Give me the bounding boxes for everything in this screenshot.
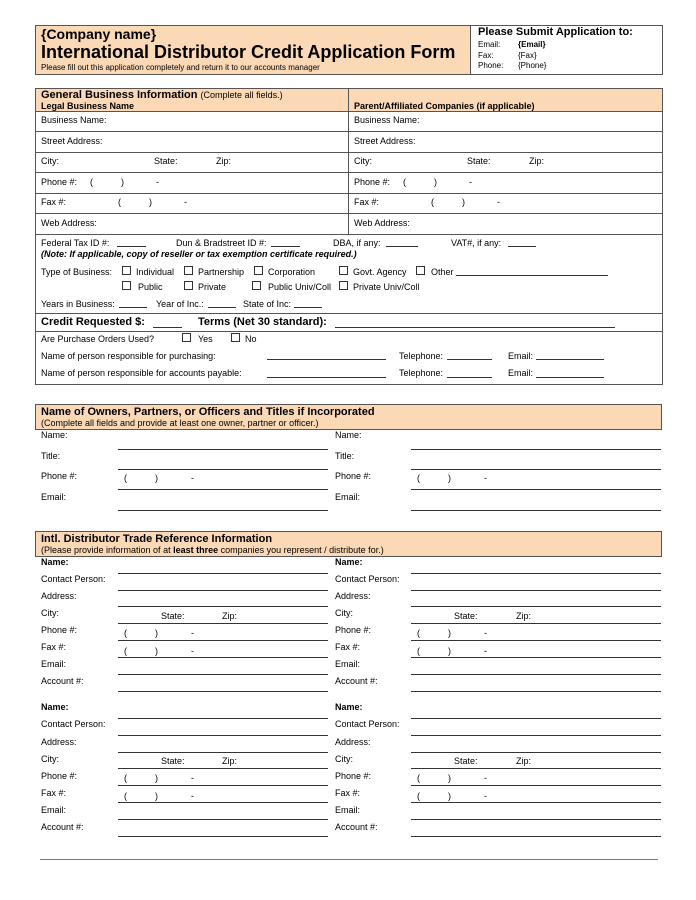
purchasing-telephone-label[interactable]: Telephone: <box>399 351 444 361</box>
ref1-state-label: State: <box>161 611 185 621</box>
ref1-line[interactable] <box>118 657 328 658</box>
po-yes-label: Yes <box>198 334 213 344</box>
ref2-line[interactable] <box>411 623 661 624</box>
ref3-fax-open: ( <box>124 791 127 801</box>
ref3-fax-label: Fax #: <box>41 788 67 798</box>
ref2-line[interactable] <box>411 674 661 675</box>
po-no-label: No <box>245 334 257 344</box>
ref4-phone-open: ( <box>417 773 420 783</box>
owner2-email-line[interactable] <box>411 510 661 511</box>
owner2-phone-line[interactable] <box>411 489 661 490</box>
ref3-line[interactable] <box>118 819 328 820</box>
ref1-zip-label: Zip: <box>222 611 238 621</box>
ref4-name-label: Name: <box>335 702 363 712</box>
owner2-phone-label: Phone #: <box>335 471 372 481</box>
parent-web-address-label[interactable]: Web Address: <box>354 218 410 228</box>
ref2-email-label: Email: <box>335 659 361 669</box>
owner2-phone-close-paren: ) <box>448 473 451 483</box>
purchasing-name-line[interactable] <box>267 359 386 360</box>
owner-name-label: Name: <box>41 430 68 440</box>
partnership-checkbox[interactable] <box>184 266 193 275</box>
phone-close-paren: ) <box>121 177 124 187</box>
owner-phone-close-paren: ) <box>155 473 158 483</box>
legal-name-heading: Legal Business Name <box>41 101 135 111</box>
payable-email-label[interactable]: Email: <box>508 368 534 378</box>
parent-phone-dash: - <box>469 177 472 187</box>
payable-label: Name of person responsible for accounts payable: <box>41 368 242 378</box>
owner-phone-line[interactable] <box>118 489 328 490</box>
owner-email-line[interactable] <box>118 510 328 511</box>
ref2-address-label: Address: <box>335 591 371 601</box>
other-checkbox[interactable] <box>416 266 425 275</box>
owner2-name-label: Name: <box>335 430 362 440</box>
ref2-contact-label: Contact Person: <box>335 574 400 584</box>
ref1-city-label: City: <box>41 608 59 618</box>
ref2-line[interactable] <box>411 691 661 692</box>
ref2-fax-label: Fax #: <box>335 642 361 652</box>
submit-title: Please Submit Application to: <box>478 26 633 38</box>
ref1-line[interactable] <box>118 573 328 574</box>
fax-dash: - <box>184 197 187 207</box>
ref4-line[interactable] <box>411 718 661 719</box>
payable-telephone-line[interactable] <box>447 377 492 378</box>
duns-line[interactable] <box>271 246 300 247</box>
years-in-business-line[interactable] <box>119 307 147 308</box>
ref1-phone-parens: ( <box>124 628 127 638</box>
fax-label[interactable]: Fax #: <box>41 197 67 207</box>
ref4-phone-close: ) <box>448 773 451 783</box>
company-name: {Company name} <box>41 26 157 42</box>
public-univ-label: Public Univ/Coll <box>268 282 332 292</box>
ref4-email-label: Email: <box>335 805 361 815</box>
ref2-city-label: City: <box>335 608 353 618</box>
owner-phone-dash: - <box>191 473 194 483</box>
ref3-line[interactable] <box>118 836 328 837</box>
ref4-fax-open: ( <box>417 791 420 801</box>
ref2-phone-open: ( <box>417 628 420 638</box>
year-of-inc-label[interactable]: Year of Inc.: <box>156 299 204 309</box>
ref4-line[interactable] <box>411 802 661 803</box>
govt-agency-checkbox[interactable] <box>339 266 348 275</box>
state-of-inc-label[interactable]: State of Inc: <box>243 299 292 309</box>
purchasing-email-label[interactable]: Email: <box>508 351 534 361</box>
ref2-zip-label: Zip: <box>516 611 532 621</box>
partnership-label: Partnership <box>198 267 245 277</box>
submit-fax-label: Fax: <box>478 51 494 60</box>
ref3-phone-dash: - <box>191 773 194 783</box>
ref1-contact-label: Contact Person: <box>41 574 106 584</box>
credit-requested-line[interactable] <box>153 327 182 328</box>
ref2-fax-close: ) <box>448 646 451 656</box>
general-title-text: General Business Information <box>41 89 198 101</box>
dba-label[interactable]: DBA, if any: <box>333 238 381 248</box>
ref3-line[interactable] <box>118 768 328 769</box>
row-line <box>35 172 662 173</box>
business-name-label[interactable]: Business Name: <box>41 115 107 125</box>
row-line <box>35 331 662 332</box>
owner-title-line[interactable] <box>118 469 328 470</box>
ref3-name-label: Name: <box>41 702 69 712</box>
ref2-phone-label: Phone #: <box>335 625 372 635</box>
ref4-line[interactable] <box>411 752 661 753</box>
phone-label[interactable]: Phone #: <box>41 177 78 187</box>
ref1-line[interactable] <box>118 623 328 624</box>
ref3-zip-label: Zip: <box>222 756 238 766</box>
ref2-line[interactable] <box>411 657 661 658</box>
ref3-phone-label: Phone #: <box>41 771 78 781</box>
payable-telephone-label[interactable]: Telephone: <box>399 368 444 378</box>
terms-label[interactable]: Terms (Net 30 standard): <box>198 316 327 328</box>
ref4-account-label: Account #: <box>335 822 378 832</box>
ref3-line[interactable] <box>118 735 328 736</box>
ref1-line[interactable] <box>118 590 328 591</box>
ref2-fax-dash: - <box>484 646 487 656</box>
owner2-phone-dash: - <box>484 473 487 483</box>
row-line <box>35 234 662 235</box>
trade-title: Intl. Distributor Trade Reference Information <box>41 533 273 545</box>
owner-phone-open-paren: ( <box>124 473 127 483</box>
owners-subtitle: (Complete all fields and provide at least one owner, partner or officer.) <box>41 418 319 428</box>
purchasing-telephone-line[interactable] <box>447 359 492 360</box>
public-univ-checkbox[interactable] <box>252 281 261 290</box>
zip-label[interactable]: Zip: <box>216 156 232 166</box>
submit-fax-value: {Fax} <box>518 51 537 60</box>
ref4-line[interactable] <box>411 819 661 820</box>
ref3-line[interactable] <box>118 802 328 803</box>
ref3-line[interactable] <box>118 752 328 753</box>
ref2-line[interactable] <box>411 606 661 607</box>
trade-subtitle-post: companies you represent / distribute for.) <box>218 545 384 555</box>
ref3-phone-close: ) <box>155 773 158 783</box>
state-label[interactable]: State: <box>154 156 178 166</box>
ref2-line[interactable] <box>411 573 661 574</box>
parent-business-name-label[interactable]: Business Name: <box>354 115 420 125</box>
ref2-phone-dash: - <box>484 628 487 638</box>
ref1-fax-open: ( <box>124 646 127 656</box>
ref3-state-label: State: <box>161 756 185 766</box>
ref1-fax-label: Fax #: <box>41 642 67 652</box>
year-of-inc-line[interactable] <box>208 307 236 308</box>
parent-phone-close-paren: ) <box>434 177 437 187</box>
parent-street-address-label[interactable]: Street Address: <box>354 136 416 146</box>
ref4-zip-label: Zip: <box>516 756 532 766</box>
row-line <box>35 111 662 112</box>
ref1-line[interactable] <box>118 691 328 692</box>
row-line <box>35 313 662 314</box>
row-line <box>35 152 662 153</box>
parent-phone-open-paren: ( <box>403 177 406 187</box>
ref1-phone-close: ) <box>155 628 158 638</box>
ref1-phone-dash: - <box>191 628 194 638</box>
ref2-state-label: State: <box>454 611 478 621</box>
web-address-label[interactable]: Web Address: <box>41 218 97 228</box>
ref4-state-label: State: <box>454 756 478 766</box>
ref3-address-label: Address: <box>41 737 77 747</box>
trade-subtitle-bold: least three <box>173 545 219 555</box>
private-univ-checkbox[interactable] <box>339 281 348 290</box>
ref1-line[interactable] <box>118 606 328 607</box>
ref2-line[interactable] <box>411 590 661 591</box>
ref1-fax-close: ) <box>155 646 158 656</box>
state-of-inc-line[interactable] <box>294 307 322 308</box>
owner2-email-label: Email: <box>335 492 361 502</box>
individual-checkbox[interactable] <box>122 266 131 275</box>
ref4-fax-close: ) <box>448 791 451 801</box>
ref4-line[interactable] <box>411 785 661 786</box>
parent-phone-label[interactable]: Phone #: <box>354 177 391 187</box>
parent-fax-label[interactable]: Fax #: <box>354 197 380 207</box>
ref4-fax-dash: - <box>484 791 487 801</box>
po-yes-checkbox[interactable] <box>182 333 191 342</box>
owner-phone-label: Phone #: <box>41 471 78 481</box>
row-line <box>35 193 662 194</box>
ref3-fax-dash: - <box>191 791 194 801</box>
ref3-contact-label: Contact Person: <box>41 719 106 729</box>
owner2-title-line[interactable] <box>411 469 661 470</box>
ref1-phone-label: Phone #: <box>41 625 78 635</box>
ref2-account-label: Account #: <box>335 676 378 686</box>
federal-tax-line[interactable] <box>117 246 146 247</box>
header-instruction: Please fill out this application completely and return it to our accounts manager <box>41 63 320 72</box>
ref2-phone-close: ) <box>448 628 451 638</box>
ref3-email-label: Email: <box>41 805 67 815</box>
parent-city-label[interactable]: City: <box>354 156 372 166</box>
city-label[interactable]: City: <box>41 156 59 166</box>
row-line <box>35 131 662 132</box>
owner2-name-line[interactable] <box>411 449 661 450</box>
type-of-business-label: Type of Business: <box>41 267 113 277</box>
trade-subtitle-pre: (Please provide information of at <box>41 545 174 555</box>
payable-email-line[interactable] <box>536 377 604 378</box>
private-univ-label: Private Univ/Coll <box>353 282 420 292</box>
submit-email-label: Email: <box>478 40 501 49</box>
ref2-name-label: Name: <box>335 557 363 567</box>
phone-dash: - <box>156 177 159 187</box>
owner-email-label: Email: <box>41 492 67 502</box>
other-line[interactable] <box>456 275 608 276</box>
ref1-name-label: Name: <box>41 557 69 567</box>
ref4-line[interactable] <box>411 768 661 769</box>
owner2-phone-open-paren: ( <box>417 473 420 483</box>
years-in-business-label[interactable]: Years in Business: <box>41 299 115 309</box>
trade-subtitle <box>41 545 384 555</box>
corporation-checkbox[interactable] <box>254 266 263 275</box>
parent-state-label[interactable]: State: <box>467 156 491 166</box>
ref4-address-label: Address: <box>335 737 371 747</box>
vat-line[interactable] <box>508 246 536 247</box>
ref3-account-label: Account #: <box>41 822 84 832</box>
terms-line[interactable] <box>335 327 615 328</box>
po-question: Are Purchase Orders Used? <box>41 334 155 344</box>
ref4-line[interactable] <box>411 836 661 837</box>
individual-label: Individual <box>136 267 175 277</box>
submit-phone-value: {Phone} <box>518 61 547 70</box>
owners-title: Name of Owners, Partners, or Officers and Titles if Incorporated <box>41 406 375 418</box>
ref2-line[interactable] <box>411 640 661 641</box>
duns-label[interactable]: Dun & Bradstreet ID #: <box>176 238 267 248</box>
ref1-fax-dash: - <box>191 646 194 656</box>
street-address-label[interactable]: Street Address: <box>41 136 103 146</box>
parent-fax-close-paren: ) <box>462 197 465 207</box>
ref3-line[interactable] <box>118 718 328 719</box>
parent-zip-label[interactable]: Zip: <box>529 156 545 166</box>
ref1-line[interactable] <box>118 640 328 641</box>
owner-title-label: Title: <box>41 451 61 461</box>
ref4-city-label: City: <box>335 754 353 764</box>
submit-email-value: {Email} <box>518 40 546 49</box>
fax-close-paren: ) <box>149 197 152 207</box>
ref3-phone-open: ( <box>124 773 127 783</box>
ref4-line[interactable] <box>411 735 661 736</box>
public-checkbox[interactable] <box>122 281 131 290</box>
parent-fax-dash: - <box>497 197 500 207</box>
certificate-note: (Note: If applicable, copy of reseller or tax exemption certificate required.) <box>41 249 357 259</box>
ref3-city-label: City: <box>41 754 59 764</box>
ref4-fax-label: Fax #: <box>335 788 361 798</box>
private-checkbox[interactable] <box>184 281 193 290</box>
ref1-email-label: Email: <box>41 659 67 669</box>
dba-line[interactable] <box>386 246 418 247</box>
owner2-title-label: Title: <box>335 451 355 461</box>
ref3-fax-close: ) <box>155 791 158 801</box>
payable-name-line[interactable] <box>267 377 386 378</box>
ref4-phone-dash: - <box>484 773 487 783</box>
other-label: Other <box>431 267 454 277</box>
phone-open-paren: ( <box>90 177 93 187</box>
parent-heading: Parent/Affiliated Companies (if applicable) <box>354 101 535 111</box>
ref3-line[interactable] <box>118 785 328 786</box>
vat-label[interactable]: VAT#, if any: <box>451 238 502 248</box>
general-title-note: (Complete all fields.) <box>200 90 283 100</box>
parent-fax-open-paren: ( <box>431 197 434 207</box>
footer-divider <box>40 859 658 860</box>
credit-requested-label[interactable]: Credit Requested $: <box>41 316 145 328</box>
form-title: International Distributor Credit Application Form <box>41 42 456 62</box>
ref4-contact-label: Contact Person: <box>335 719 400 729</box>
public-label: Public <box>138 282 163 292</box>
ref2-fax-open: ( <box>417 646 420 656</box>
corporation-label: Corporation <box>268 267 316 277</box>
purchasing-email-line[interactable] <box>536 359 604 360</box>
po-no-checkbox[interactable] <box>231 333 240 342</box>
owner-name-line[interactable] <box>118 449 328 450</box>
ref1-address-label: Address: <box>41 591 77 601</box>
federal-tax-label[interactable]: Federal Tax ID #: <box>41 238 110 248</box>
govt-agency-label: Govt. Agency <box>353 267 407 277</box>
private-label: Private <box>198 282 227 292</box>
submit-phone-label: Phone: <box>478 61 504 70</box>
ref1-account-label: Account #: <box>41 676 84 686</box>
purchasing-label: Name of person responsible for purchasing: <box>41 351 216 361</box>
row-line <box>35 213 662 214</box>
ref1-line[interactable] <box>118 674 328 675</box>
fax-open-paren: ( <box>118 197 121 207</box>
ref4-phone-label: Phone #: <box>335 771 372 781</box>
